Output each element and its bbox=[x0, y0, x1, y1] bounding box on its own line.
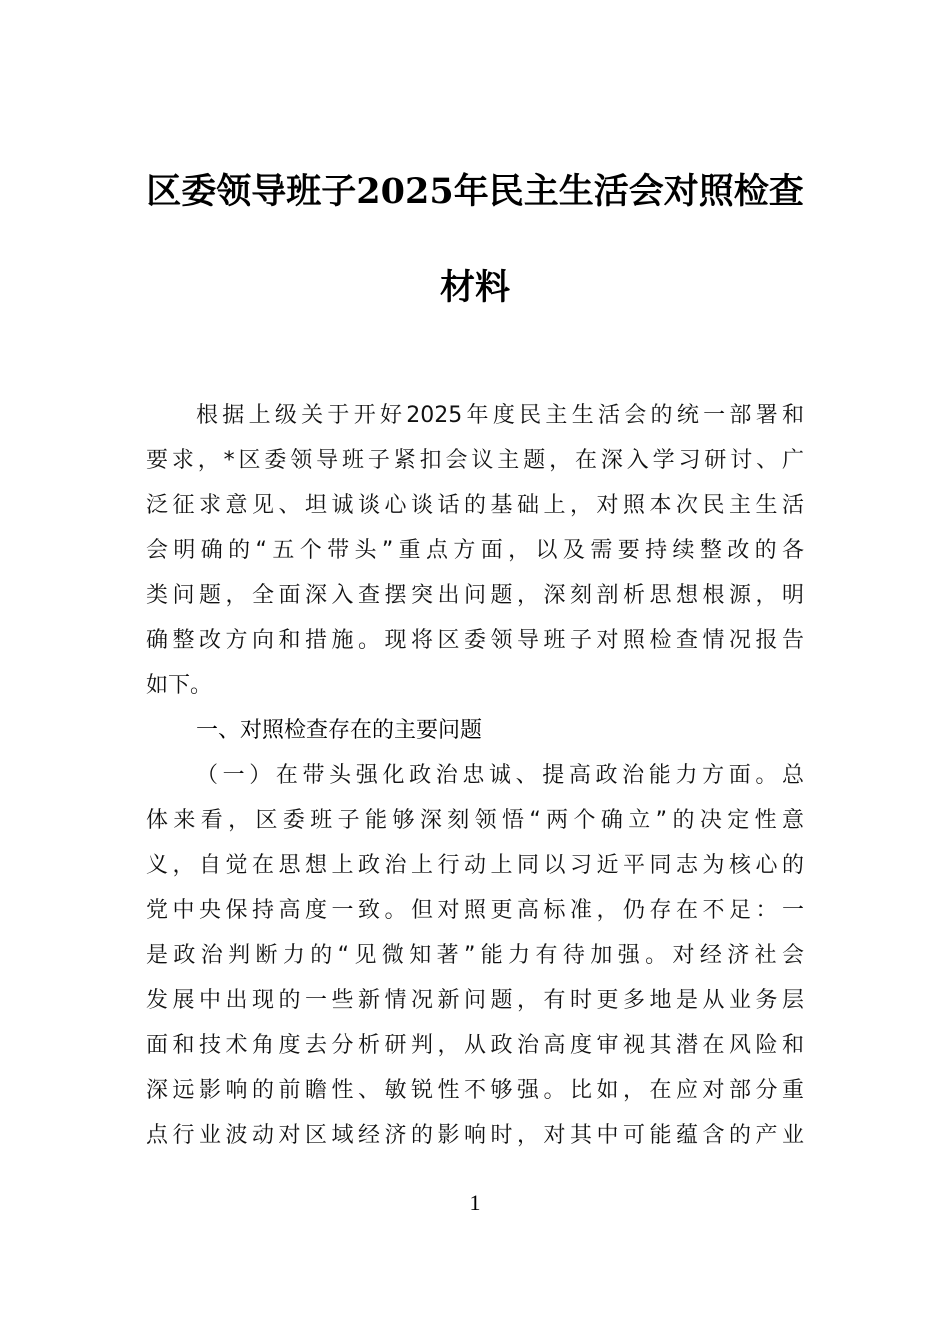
section-heading: 一、对照检查存在的主要问题 bbox=[196, 718, 483, 743]
intro-paragraph-line: 根据上级关于开好2025年度民主生活会的统一部署和 bbox=[196, 403, 804, 428]
document-title-line-2: 材料 bbox=[439, 267, 510, 308]
subsection-paragraph-line: 发展中出现的一些新情况新问题，有时更多地是从业务层 bbox=[146, 988, 804, 1013]
intro-paragraph-line: 要求，*区委领导班子紧扣会议主题，在深入学习研讨、广 bbox=[146, 448, 804, 473]
subsection-paragraph-line: 点行业波动对区域经济的影响时，对其中可能蕴含的产业 bbox=[146, 1123, 804, 1148]
subsection-paragraph-line: 体来看，区委班子能够深刻领悟“两个确立”的决定性意 bbox=[146, 808, 804, 833]
subsection-paragraph-line: 面和技术角度去分析研判，从政治高度审视其潜在风险和 bbox=[146, 1033, 804, 1058]
document-title-line-1: 区委领导班子2025年民主生活会对照检查 bbox=[146, 171, 804, 212]
intro-paragraph-line: 会明确的“五个带头”重点方面，以及需要持续整改的各 bbox=[146, 538, 804, 563]
page-number: 1 bbox=[469, 1190, 481, 1215]
subsection-paragraph-line: 义，自觉在思想上政治上行动上同以习近平同志为核心的 bbox=[146, 853, 804, 878]
subsection-paragraph-line: （一）在带头强化政治忠诚、提高政治能力方面。总 bbox=[196, 763, 804, 788]
subsection-paragraph-line: 党中央保持高度一致。但对照更高标准，仍存在不足：一 bbox=[146, 898, 804, 923]
intro-paragraph-line: 如下。 bbox=[146, 673, 213, 698]
subsection-paragraph-line: 深远影响的前瞻性、敏锐性不够强。比如，在应对部分重 bbox=[146, 1078, 804, 1103]
intro-paragraph-line: 泛征求意见、坦诚谈心谈话的基础上，对照本次民主生活 bbox=[146, 493, 804, 518]
subsection-paragraph-line: 是政治判断力的“见微知著”能力有待加强。对经济社会 bbox=[146, 943, 804, 968]
intro-paragraph-line: 确整改方向和措施。现将区委领导班子对照检查情况报告 bbox=[146, 628, 804, 653]
intro-paragraph-line: 类问题，全面深入查摆突出问题，深刻剖析思想根源，明 bbox=[146, 583, 804, 608]
